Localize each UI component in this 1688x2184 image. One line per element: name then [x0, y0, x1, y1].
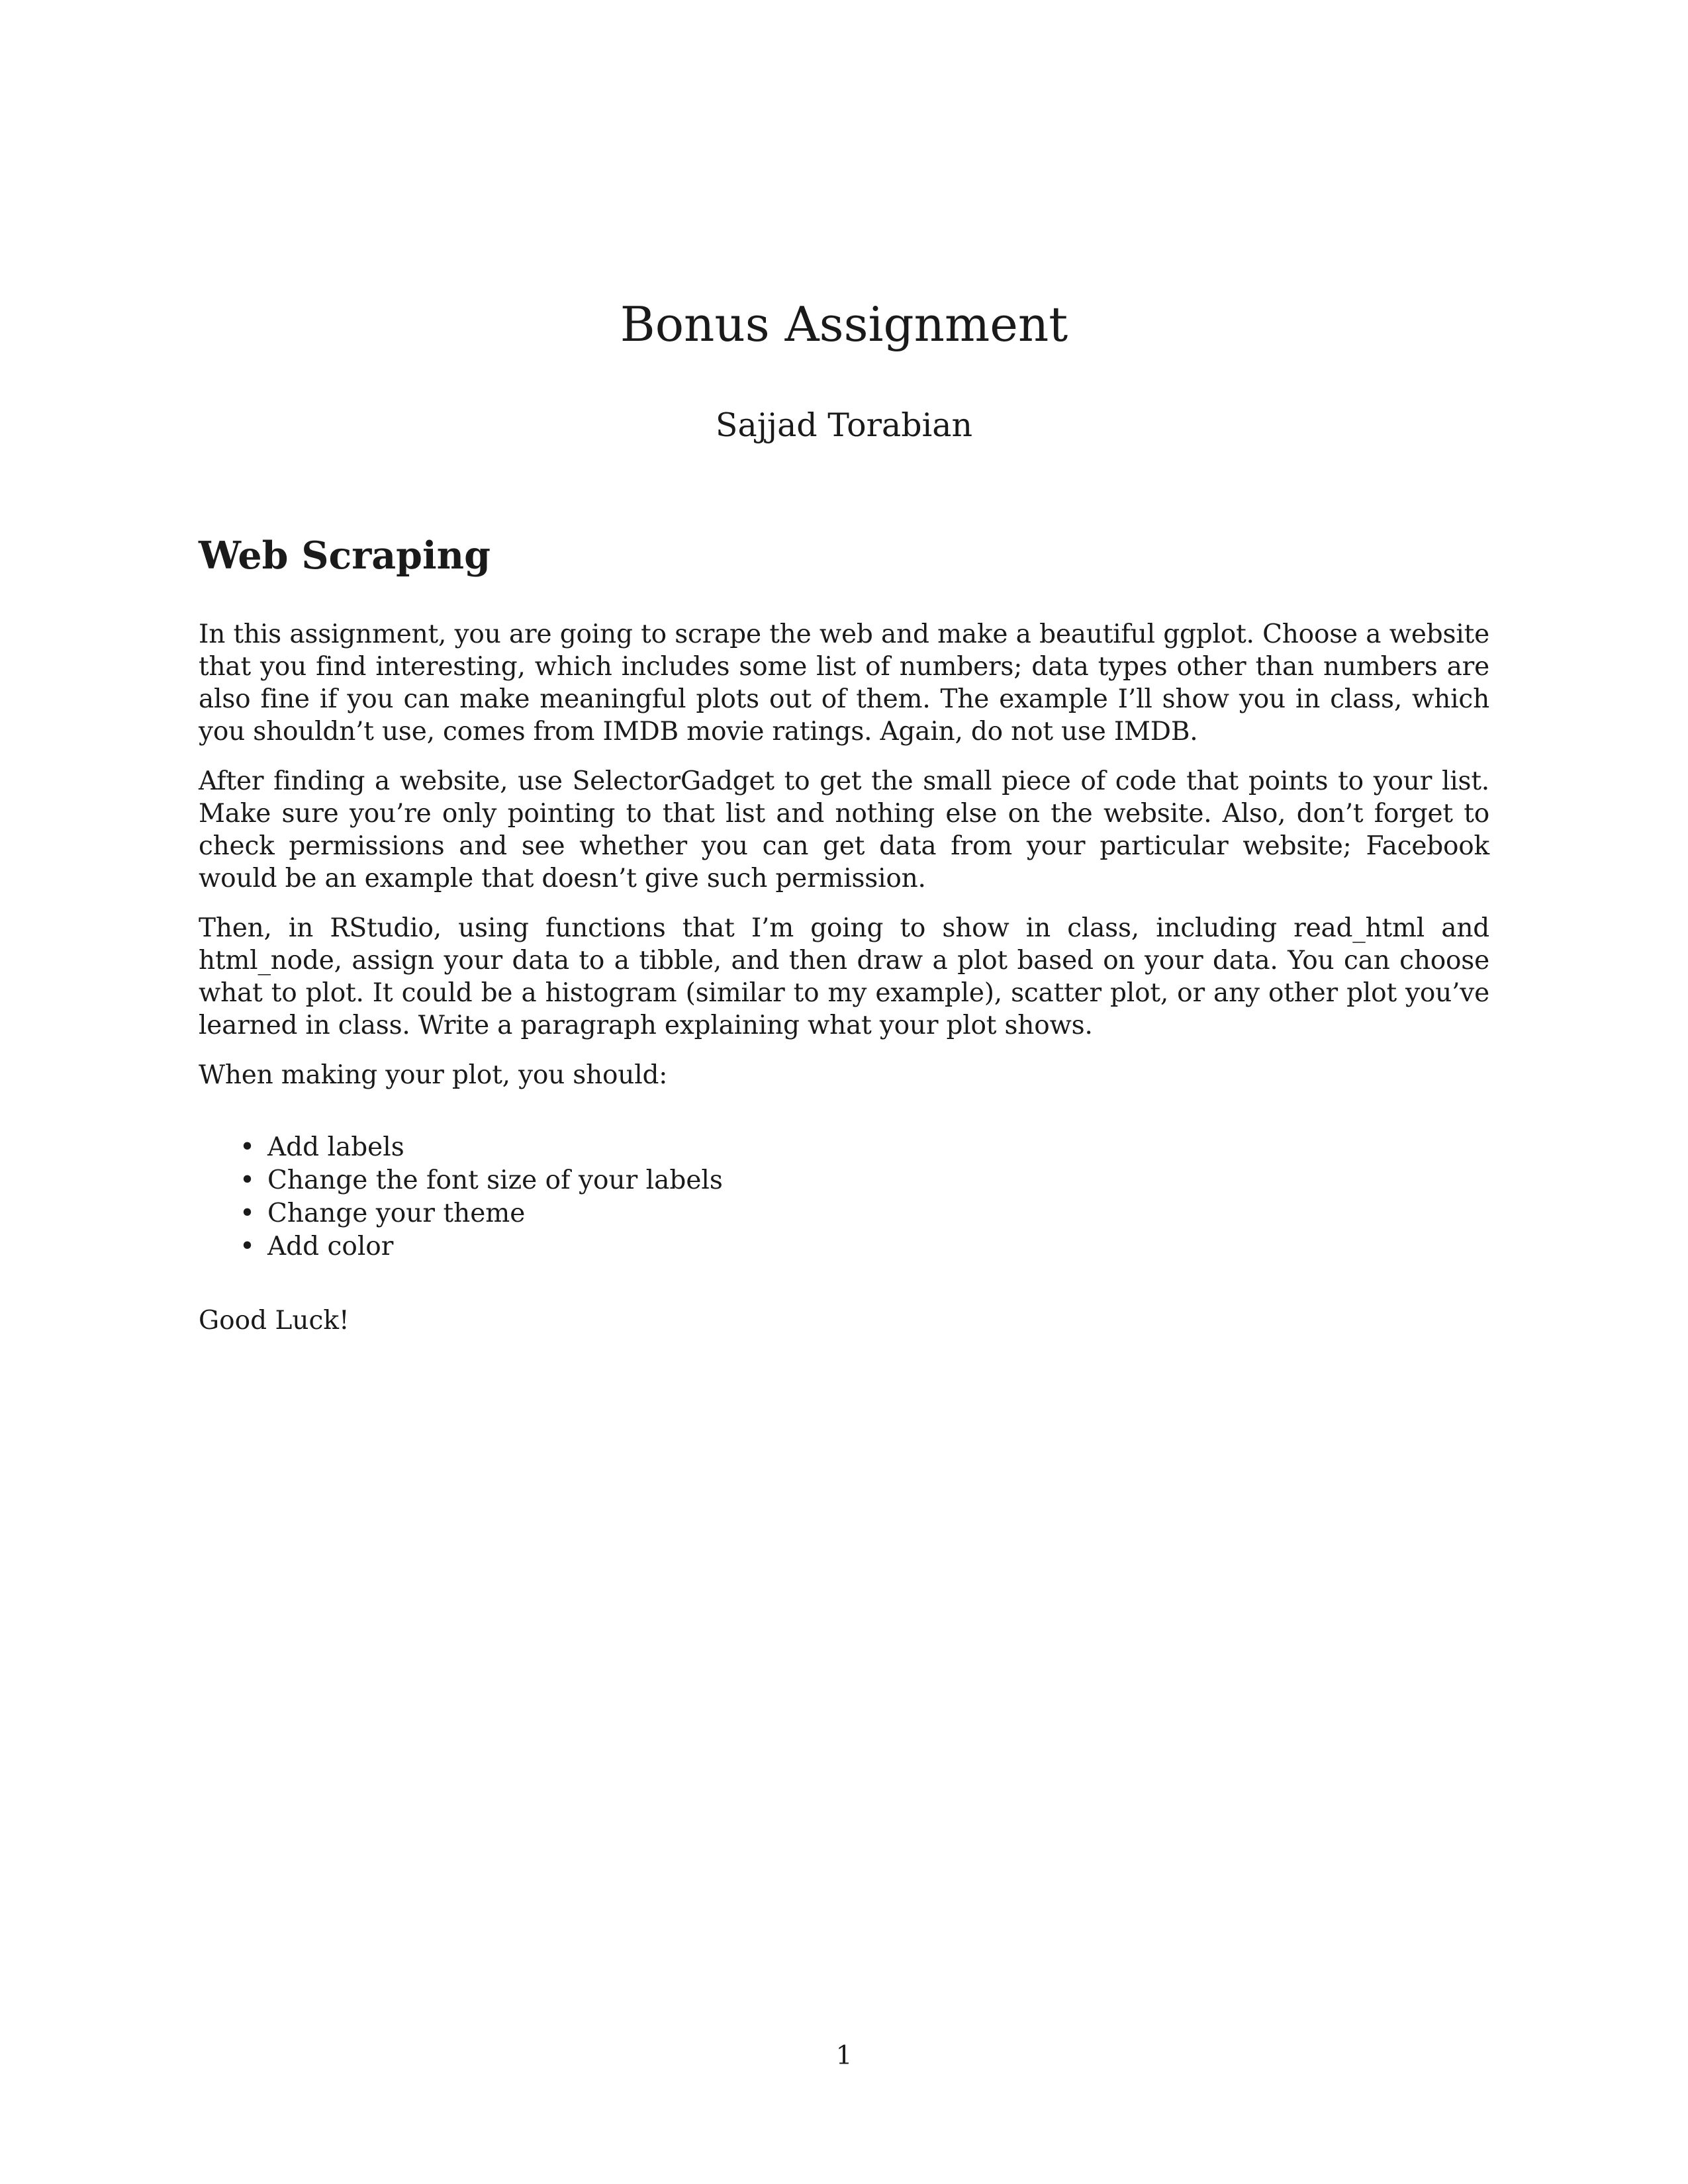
paragraph-intro: In this assignment, you are going to scrape the web and make a beautiful ggplot. Choose a website that you find interesting, which includes some list of numbers; data types other than numbers are also fine if you can make meaningful plots out of them. The example I’ll show you in class, which you shouldn’t use, comes from IMDB movie ratings. Again, do not use IMDB. [199, 619, 1489, 747]
bullet-icon: • [240, 1232, 256, 1261]
closing-line: Good Luck! [199, 1306, 350, 1336]
paragraph-rstudio: Then, in RStudio, using functions that I’m going to show in class, including read_html and html_node, assign your data to a tibble, and then draw a plot based on your data. You can choose what to plot. It could be a histogram (similar to my example), scatter plot, or any other plot you’ve learned in class. Write a paragraph explaining what your plot shows. [199, 913, 1489, 1040]
list-item [199, 1131, 1489, 1164]
bullet-icon: • [240, 1132, 256, 1162]
list-item [199, 1230, 1489, 1263]
document-body [199, 529, 1489, 1338]
document-title: Bonus Assignment [620, 296, 1068, 352]
list-item-text: Add color [267, 1232, 394, 1261]
paragraph-selectorgadget: After finding a website, use SelectorGadget to get the small piece of code that points to your list. Make sure you’re only pointing to that list and nothing else on the website. Also, don’t forget to check permissions and see whether you can get data from your particular website; Facebook would be an example that doesn’t give such permission. [199, 766, 1489, 893]
list-item [199, 1164, 1489, 1197]
list-item [199, 1197, 1489, 1230]
document-author: Sajjad Torabian [715, 406, 973, 444]
paragraph-plot-requirements: When making your plot, you should: [199, 1060, 668, 1090]
bullet-icon: • [240, 1165, 256, 1195]
section-heading: Web Scraping [199, 533, 491, 578]
list-item-text: Change the font size of your labels [267, 1165, 723, 1195]
list-item-text: Change your theme [267, 1199, 526, 1228]
page-number: 1 [835, 2041, 853, 2071]
list-item-text: Add labels [267, 1132, 404, 1162]
requirements-list [199, 1131, 1489, 1263]
bullet-icon: • [240, 1199, 256, 1228]
